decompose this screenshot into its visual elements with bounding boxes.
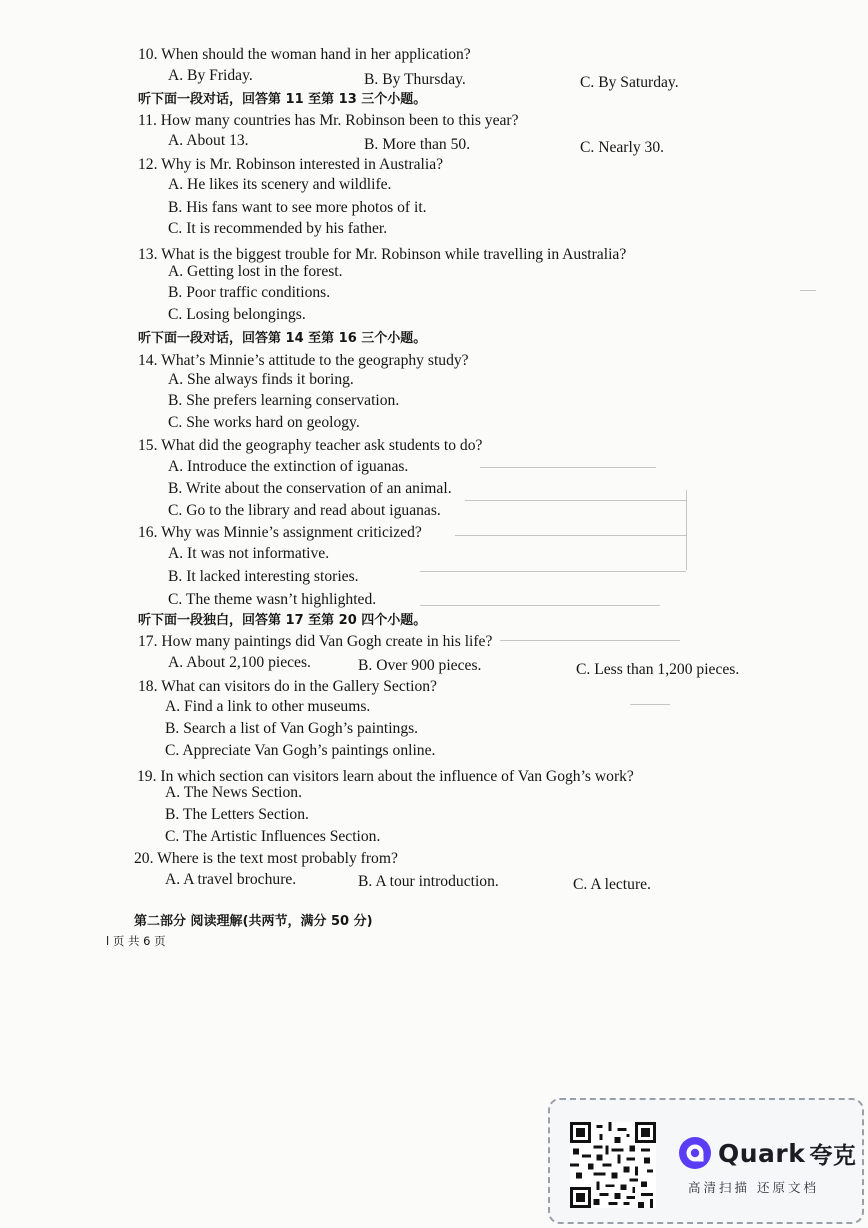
question-16-option-b: B. It lacked interesting stories. [168, 568, 359, 585]
scan-smudge [500, 640, 680, 641]
question-15-option-c: C. Go to the library and read about iguanas. [168, 502, 441, 519]
question-10-option-c: C. By Saturday. [580, 74, 679, 91]
question-11-option-c: C. Nearly 30. [580, 139, 665, 156]
question-13-option-b: B. Poor traffic conditions. [168, 284, 331, 301]
question-18-option-c: C. Appreciate Van Gogh’s paintings online. [165, 742, 436, 759]
question-20-option-b: B. A tour introduction. [358, 873, 499, 890]
question-19-option-c: C. The Artistic Influences Section. [165, 828, 381, 845]
scan-smudge [420, 571, 686, 572]
question-11-option-b: B. More than 50. [364, 136, 471, 153]
question-14-option-a: A. She always finds it boring. [168, 371, 354, 388]
quark-brand-name-cn: 夸克 [809, 1142, 857, 1169]
question-20-option-a: A. A travel brochure. [165, 871, 297, 888]
question-12-stem: 12. Why is Mr. Robinson interested in Australia? [138, 156, 444, 173]
quark-logo-row [678, 1136, 856, 1170]
question-14-option-b: B. She prefers learning conservation. [168, 392, 400, 409]
question-11-stem: 11. How many countries has Mr. Robinson been to this year? [138, 112, 519, 129]
question-16-stem: 16. Why was Minnie’s assignment criticized? [138, 524, 422, 541]
question-15-stem: 15. What did the geography teacher ask students to do? [138, 437, 483, 454]
question-19-option-a: A. The News Section. [165, 784, 303, 801]
page-footer: l 页 共 6 页 [106, 934, 166, 948]
scan-smudge [630, 704, 670, 705]
question-12-option-c: C. It is recommended by his father. [168, 220, 388, 237]
question-18-option-a: A. Find a link to other museums. [165, 698, 371, 715]
scan-smudge [420, 605, 660, 606]
qr-code-icon [570, 1122, 656, 1208]
section-instruction-17-20: 听下面一段独白，回答第 17 至第 20 四个小题。 [138, 613, 427, 628]
question-20-option-c: C. A lecture. [573, 876, 651, 893]
question-13-option-a: A. Getting lost in the forest. [168, 263, 343, 280]
question-16-option-c: C. The theme wasn’t highlighted. [168, 591, 377, 608]
quark-logo-icon [678, 1136, 712, 1170]
question-12-option-a: A. He likes its scenery and wildlife. [168, 176, 392, 193]
question-17-stem: 17. How many paintings did Van Gogh create in his life? [138, 633, 493, 650]
question-19-option-b: B. The Letters Section. [165, 806, 309, 823]
question-15-option-a: A. Introduce the extinction of iguanas. [168, 458, 409, 475]
question-16-option-a: A. It was not informative. [168, 545, 330, 562]
section-instruction-14-16: 听下面一段对话，回答第 14 至第 16 三个小题。 [138, 331, 427, 346]
question-10-option-b: B. By Thursday. [364, 71, 466, 88]
quark-watermark [548, 1098, 864, 1224]
question-13-stem: 13. What is the biggest trouble for Mr. Robinson while travelling in Australia? [138, 246, 627, 263]
question-19-stem: 19. In which section can visitors learn about the influence of Van Gogh’s work? [137, 768, 634, 785]
quark-slogan: 高清扫描 还原文档 [688, 1180, 819, 1195]
question-18-option-b: B. Search a list of Van Gogh’s paintings. [165, 720, 419, 737]
question-18-stem: 18. What can visitors do in the Gallery Section? [138, 678, 437, 695]
part-2-title: 第二部分 阅读理解(共两节，满分 50 分) [134, 914, 373, 929]
question-10-option-a: A. By Friday. [168, 67, 253, 84]
question-10-stem: 10. When should the woman hand in her application? [138, 46, 471, 63]
scan-smudge [480, 467, 656, 468]
question-17-option-b: B. Over 900 pieces. [358, 657, 482, 674]
scan-smudge [686, 490, 687, 570]
question-20-stem: 20. Where is the text most probably from? [134, 850, 398, 867]
scan-smudge [800, 290, 816, 291]
question-17-option-a: A. About 2,100 pieces. [168, 654, 311, 671]
quark-brand-name: Quark [718, 1138, 806, 1168]
question-14-stem: 14. What’s Minnie’s attitude to the geography study? [138, 352, 469, 369]
question-12-option-b: B. His fans want to see more photos of it. [168, 199, 427, 216]
scan-smudge [465, 500, 687, 501]
question-17-option-c: C. Less than 1,200 pieces. [576, 661, 740, 678]
question-11-option-a: A. About 13. [168, 132, 249, 149]
question-15-option-b: B. Write about the conservation of an animal. [168, 480, 452, 497]
section-instruction-11-13: 听下面一段对话，回答第 11 至第 13 三个小题。 [138, 92, 427, 107]
question-14-option-c: C. She works hard on geology. [168, 414, 360, 431]
question-13-option-c: C. Losing belongings. [168, 306, 306, 323]
scan-smudge [455, 535, 687, 536]
